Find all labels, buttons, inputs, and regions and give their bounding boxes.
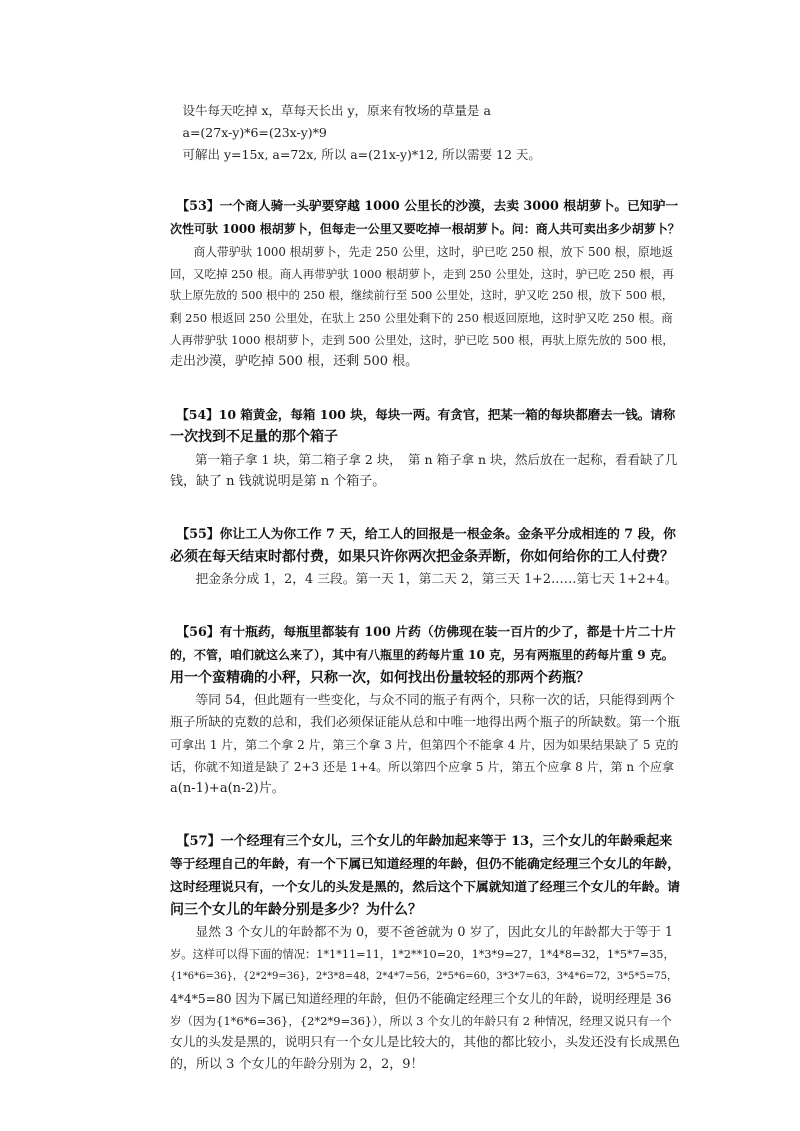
problem-answer: 4*4*5=80 因为下属已知道经理的年龄，但仍不能确定经理三个女儿的年龄，说明经理是 36 — [170, 992, 672, 1006]
problem-56 — [170, 621, 680, 800]
problem-answer: 把金条分成 1，2，4 三段。第一天 1，第二天 2，第三天 1+2……第七天 1+2+4。 — [170, 572, 678, 587]
problem-answer: 瓶子所缺的克数的总和，我们必须保证能从总和中唯一地得出两个瓶子的所缺数。第一个瓶 — [170, 715, 680, 730]
problem-question: 【56】有十瓶药，每瓶里都装有 100 片药（仿佛现在装一百片的少了，都是十片二十片 — [170, 625, 676, 640]
document-page — [170, 100, 680, 1076]
problem-answer: a(n-1)+a(n-2)片。 — [170, 781, 285, 796]
problem-question: 一次找到不足量的那个箱子 — [170, 429, 338, 445]
problem-answer: 第一箱子拿 1 块，第二箱子拿 2 块， 第 n 箱子拿 n 块，然后放在一起称，看看缺了几 — [170, 452, 678, 467]
problem-answer: 显然 3 个女儿的年龄都不为 0，要不爸爸就为 0 岁了，因此女儿的年龄都大于等于 1 — [170, 925, 674, 940]
problem-57 — [170, 830, 680, 1076]
problem-answer: 等同 54，但此题有一些变化，与众不同的瓶子有两个，只称一次的话，只能得到两个 — [170, 693, 675, 708]
problem-answer: 可拿出 1 片，第二个拿 2 片，第三个拿 3 片，但第四个不能拿 4 片，因为如果结果缺了 5 克的 — [170, 738, 679, 752]
problem-question: 用一个蛮精确的小秤，只称一次，如何找出份量较轻的那两个药瓶？ — [170, 670, 590, 686]
problem-question: 【53】一个商人骑一头驴要穿越 1000 公里长的沙漠，去卖 3000 根胡萝卜。已知驴一 — [170, 199, 679, 214]
problem-answer: 商人带驴驮 1000 根胡萝卜，先走 250 公里，这时，驴已吃 250 根，放下 500 根，原地返 — [170, 245, 674, 259]
problem-answer: 钱，缺了 n 钱就说明是第 n 个箱子。 — [170, 474, 386, 489]
problem-answer: 回，又吃掉 250 根。商人再带驴驮 1000 根胡萝卜，走到 250 公里处，这时，驴已吃 250 根，再 — [170, 267, 674, 281]
problem-answer: 岁（因为{1*6*6=36}，{2*2*9=36}），所以 3 个女儿的年龄只有 2 种情况，经理又说只有一个 — [170, 1014, 672, 1028]
problem-answer: 剩 250 根返回 250 公里处，在驮上 250 公里处剩下的 250 根返回原地，这时驴又吃 250 根。商 — [170, 311, 673, 325]
intro-line: a=(27x-y)*6=(23x-y)*9 — [170, 125, 327, 140]
problem-answer: 话，你就不知道是缺了 2+3 还是 1+4。所以第四个应拿 5 片，第五个应拿 8 片，第 n 个应拿 — [170, 760, 674, 774]
problem-question: 等于经理自己的年龄，有一个下属已知道经理的年龄，但仍不能确定经理三个女儿的年龄， — [170, 857, 680, 872]
problem-54 — [170, 403, 680, 493]
intro-solution — [170, 100, 680, 166]
problem-question: 问三个女儿的年龄分别是多少？为什么？ — [170, 902, 422, 918]
problem-answer: {1*6*6=36}，{2*2*9=36}，2*3*8=48，2*4*7=56，2*5*6=60，3*3*7=63，3*4*6=72，3*5*5=75， — [170, 971, 677, 982]
problem-answer: 驮上原先放的 500 根中的 250 根，继续前行至 500 公里处，这时，驴又吃 250 根，放下 500 根， — [170, 289, 674, 302]
problem-question: 【55】你让工人为你工作 7 天，给工人的回报是一根金条。金条平分成相连的 7 段，你 — [170, 527, 676, 542]
problem-answer: 的，所以 3 个女儿的年龄分别为 2，2，9！ — [170, 1057, 424, 1072]
problem-answer: 女儿的头发是黑的，说明只有一个女儿是比较大的，其他的都比较小，头发还没有长成黑色 — [170, 1035, 680, 1050]
problem-question: 次性可驮 1000 根胡萝卜，但每走一公里又要吃掉一根胡萝卜。问：商人共可卖出多少胡萝卜？ — [170, 222, 680, 236]
problem-question: 必须在每天结束时都付费，如果只许你两次把金条弄断，你如何给你的工人付费？ — [170, 549, 674, 565]
problem-question: 【57】一个经理有三个女儿，三个女儿的年龄加起来等于 13，三个女儿的年龄乘起来 — [170, 834, 673, 849]
problem-answer: 岁。这样可以得下面的情况：1*1*11=11，1*2**10=20，1*3*9=27，1*4*8=32，1*5*7=35， — [170, 948, 675, 961]
problem-question: 这时经理说只有，一个女儿的头发是黑的，然后这个下属就知道了经理三个女儿的年龄。请 — [170, 880, 680, 895]
problem-question: 的，不管，咱们就这么来了），其中有八瓶里的药每片重 10 克，另有两瓶里的药每片重 9 克。 — [170, 648, 674, 662]
intro-line: 设牛每天吃掉 x，草每天长出 y，原来有牧场的草量是 a — [170, 103, 491, 118]
problem-53 — [170, 195, 680, 373]
problem-answer: 走出沙漠，驴吃掉 500 根，还剩 500 根。 — [170, 354, 419, 369]
problem-question: 【54】10 箱黄金，每箱 100 块，每块一两。有贪官，把某一箱的每块都磨去一钱。请称 — [170, 407, 676, 422]
intro-line: 可解出 y=15x, a=72x, 所以 a=(21x-y)*12, 所以需要 12 天。 — [170, 147, 541, 162]
problem-answer: 人再带驴驮 1000 根胡萝卜，走到 500 公里处，这时，驴已吃 500 根，再驮上原先放的 500 根， — [170, 333, 674, 347]
problem-55 — [170, 523, 680, 591]
